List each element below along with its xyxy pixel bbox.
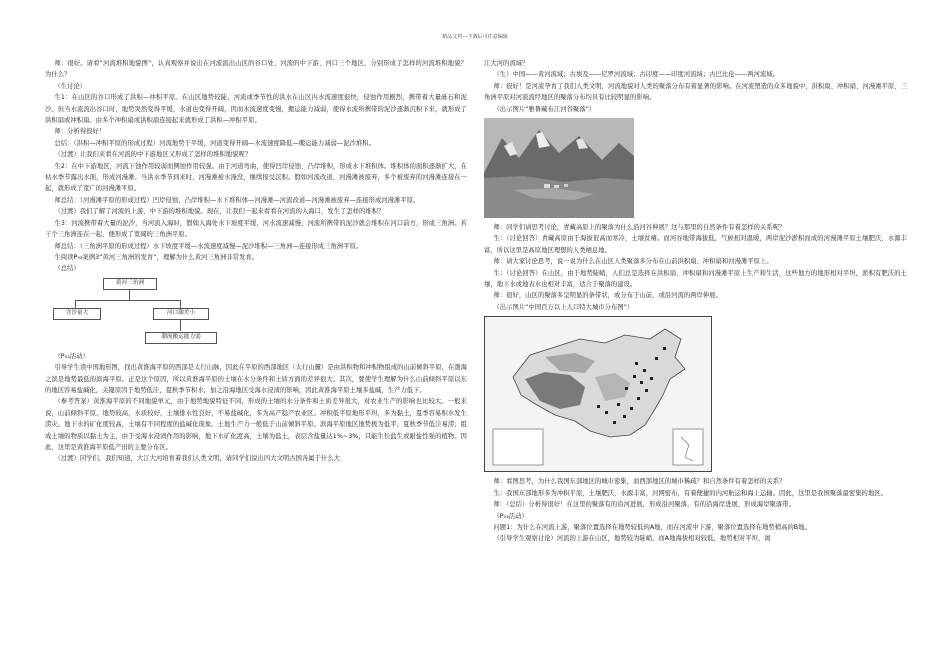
diagram-top-box: 黄河三角洲 [103, 278, 157, 290]
paragraph: （过渡）让我们来看在河流的中下游地区又形成了怎样的堆积地貌呢？ [54, 151, 252, 159]
mountain-valley-image [484, 118, 634, 218]
diagram-connector [75, 300, 180, 301]
paragraph: 引导学生读中国地形图，找出黄淮海平原的西部是太行山脉，因此在平原的西部地区（太行山麓）是由洪积物和冲积物组成的山前倾斜平原，在渤海之滨是地势最低的滨海平原。正是这个原因，所以黄淮海平原的土壤在水分条件和土质方面的差异很大。其次，要使学生理解为什么山前倾斜平原以东的地区容易盐碱化，关键原因于地势低洼，夏秋季节积水，加之沿海地区受海水浸渍的影响，因此黄淮海平原土壤多盐碱，生产力低下。 [45, 364, 467, 394]
diagram-bottom-box: 潮流搬运能力弱 [145, 332, 217, 344]
right-column [484, 58, 907, 545]
paragraph: 问题1：为什么在河流上游，聚落位置选择在地势较低的A地，而在河流中下游，聚落位置选择在地势稍高的B地。 [493, 523, 811, 531]
paragraph: 生：（讨论回答）在山区，由于地势陡峭，人们总是选择在洪积扇、冲积扇和河漫滩平原上生产和生活，这些地方的地形相对平坦，淤积有肥沃的土壤，地下水或地表水也相对丰富，适合于聚落的建设。 [484, 269, 907, 289]
paragraph: 师：请大家讨论思考，说一说为什么在山区人类聚落多分布在山前洪积扇、冲积扇和河漫滩平原上。 [493, 258, 773, 266]
paragraph: （P₅₃活动） [54, 352, 89, 360]
paragraph: （生）中国——黄河流域；古埃及——尼罗河流域；古印度——印度河流域；古巴比伦——两河流域。 [493, 71, 780, 79]
paragraph: （参考答案）黄淮海平原的不同地貌单元，由于地势地貌特征不同，形成的土壤的水分条件和土质差异很大，对农业生产的影响也比较大。一般来说，山前倾斜平原，地势较高，水质较好，土壤排水性良好，不易盐碱化，多为高产稳产农业区。冲积低平原地形平坦，多为黏土，夏季容易积水发生涝灾。地下水的矿化度较高，土壤有不同程度的盐碱化现象。土地生产力一般低于山前倾斜平原。滨海平原地区地势极为低平，夏秋季节低洼易涝；组成土壤的物质以黏土为主，由于受海水浸渍作用的影响，地下水矿化度高，土壤为盐土，表层含盐量达1%~3%，只能生长盐生或耐盐性强的植物。因此，这里是黄淮海平原低产田的主要分布区。 [45, 398, 467, 451]
diagram-connector [180, 300, 181, 308]
china-city-map [484, 316, 712, 472]
paragraph: 师：分析得很好！ [54, 128, 106, 136]
paragraph: 师总结：（三角洲平原的形成过程）水下坡度平缓—水流速度减慢—泥沙堆积—三角洲—连接形成三角洲平原。 [54, 242, 363, 250]
delta-summary-diagram [45, 276, 467, 350]
paragraph: 江大河的流域？ [484, 60, 529, 67]
valley-settlement-photo [484, 118, 634, 218]
paragraph: 总结：（洪积—冲积平原的形成过程）河流地势于平缓，河道变得开阔—水流速度降低—搬运能力减弱—泥沙堆积。 [54, 139, 375, 147]
paragraph: 师：（总结）分析得很好！在这里的聚落有的沿河进展，形成沿河聚落，有的沿海岸进展，形成海岸聚落带。 [493, 501, 795, 509]
paragraph: （出示图片“中国百万以上人口特大城市分布图”） [493, 303, 634, 311]
diagram-connector [75, 300, 76, 308]
paragraph: （P₅₃活动） [493, 512, 528, 520]
paragraph: 师：同学们请思考讨论，青藏高原上的聚落为什么沿河谷伸展？这与那里的自然条件有着怎样的关系呢？ [493, 224, 786, 232]
diagram-connector [180, 319, 181, 331]
paragraph: 生：我国东部地形多为冲积平原，土壤肥沃，水源丰富，河网密布，有着便捷的内河航运和海上运输。因此，这里是我国聚落最密集的地区。 [493, 489, 887, 497]
diagram-mid-box: 河口潮差小 [153, 308, 209, 320]
paragraph: 生1：在山区的谷口形成了洪积—冲积平原。在山区地势较陡，河流或季节性的洪水在山区内水流速度很快，侵蚀作用剧烈，携带着大量砾石和泥沙。但当水流流出谷口时，地势突然变得平缓，水道也变得开阔，因而水流速度变慢，搬运能力减弱，使得水流所携带的泥沙逐渐沉积下来，就形成了洪积扇或冲积扇。由多个冲积扇或洪积扇连接起来就形成了洪积—冲积平原。 [45, 94, 467, 125]
paragraph: （引导学生观察讨论）河流的上游在山区，地势较为陡峭，而A地海拔相对较低，地势相对平坦，离 [493, 535, 771, 543]
paragraph: 生：（讨论回答）青藏高原由于海拔很高而寒冷，土壤贫瘠。而河谷地带海拔低，气候相对温暖，两岸泥沙淤积而成的河漫滩平原土壤肥沃、水源丰富，所以这里是高原地区理想的人类栖息地。 [484, 235, 907, 254]
diagram-connector [129, 289, 130, 300]
paragraph: （过渡）我们了解了河流的上游、中下游的堆积地貌。现在，让我们一起来看看在河流的入海口，发生了怎样的堆积？ [54, 208, 385, 216]
paragraph: （出示图片“雅鲁藏布江河谷聚落”） [493, 105, 596, 113]
paragraph: 师：看图思考，为什么我国东部地区的城市密集，而西部地区的城市稀疏？和自然条件有着怎样的关系？ [493, 478, 786, 486]
page-header: 精品文档---下载后可任意编辑 [442, 34, 508, 40]
paragraph: 师总结：（河漫滩平原的形成过程）凹岸侵蚀、凸岸堆积—水下堆积体—河漫滩—河流改道—河漫滩被废弃—连接形成河漫滩平原。 [54, 196, 420, 204]
paragraph: 生阅读P₅₃案例3“黄河三角洲的发育”，理解为什么黄河三角洲非常发育。 [54, 253, 259, 261]
paragraph: 师：很好！是河流孕育了我们人类文明，河流地貌对人类的聚落分布有着显著的影响。在河流塑造的众多地貌中，洪积扇、冲积扇、河漫滩平原、三角洲平原对河流流经地区的聚落分布均具有比较明显的影响。 [484, 82, 907, 102]
diagram-left-box: 含沙量大 [53, 308, 101, 320]
paragraph: 师：很好，山区的聚落多呈明显的条带状，或分布于山前，或沿河流的两岸伸展。 [493, 292, 722, 300]
paragraph: 师：很好。请看“河流堆积地貌图”，认真观察并说出在河流流出山区的谷口处、河流的中下游、河口三个地区，分别形成了怎样的河流堆积地貌？为什么？ [45, 60, 467, 79]
city-distribution-map-image [485, 317, 711, 471]
paragraph: （总结） [54, 265, 80, 273]
paragraph: 生2：在中下游地区，河流下蚀作用较弱而侧蚀作用较强。由于河道弯曲，使得凹岸侵蚀、凸岸堆积，形成水下堆积体。堆积体的面积逐渐扩大，在枯水季节露出水面，形成河漫滩。当洪水季节到来时，河漫滩被水淹没，继续接受沉积。假如河流改道，河漫滩被废弃，多个被废弃的河漫滩连接在一起，就形成了宽广的河漫滩平原。 [45, 162, 467, 193]
paragraph: （生讨论） [54, 82, 87, 90]
paragraph: （过渡）同学们，我们知道，大江大河培育着我们人类文明，请同学们说出四大文明古国各属于什么大 [54, 455, 341, 463]
paragraph: 生3：河流携带着大量的泥沙，当河流入海时，假如入海处水下坡度平缓，河水流速减慢，河流所携带的泥沙就会堆积在河口前方，形成三角洲。若干个三角洲连在一起，便形成了宽阔的三角洲平原。 [45, 219, 467, 239]
left-column [45, 58, 467, 465]
